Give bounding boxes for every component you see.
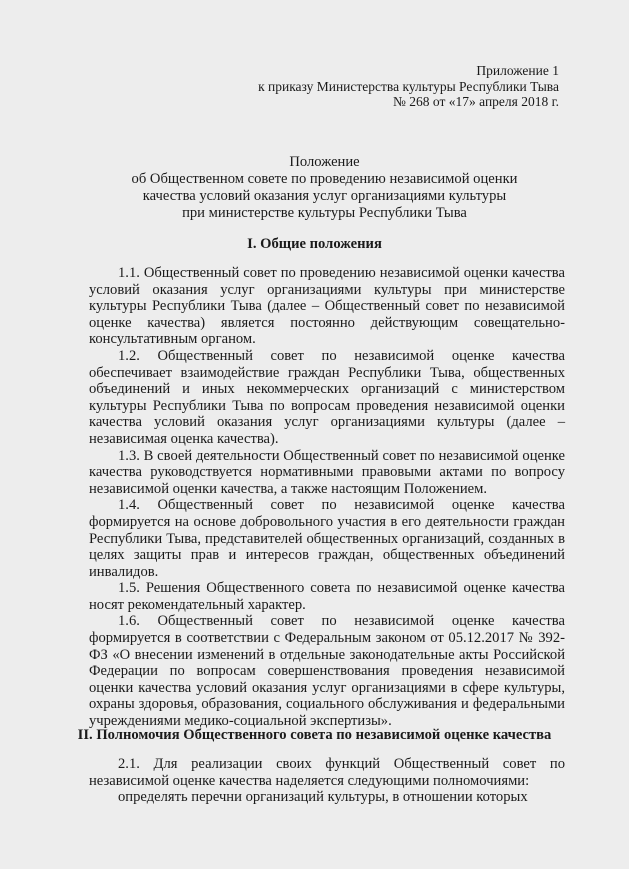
document-title — [0, 154, 629, 222]
paragraph-1-2: 1.2. Общественный совет по независимой оценке качества обеспечивает взаимодействие граждан Республики Тыва, общественных объединений и иных некоммерческих организаций с министерством культуры Республики Тыва по вопросам проведения независимой оценки качества условий оказания услуг организациями культуры (далее – независимая оценка качества). — [89, 347, 565, 447]
title-line-2: об Общественном совете по проведению независимой оценки — [131, 171, 518, 187]
section-1-heading: I. Общие положения — [247, 236, 382, 252]
section-2-heading: II. Полномочия Общественного совета по независимой оценке качества — [77, 727, 552, 743]
appendix-line-2: к приказу Министерства культуры Республики Тыва — [258, 78, 559, 94]
title-line-3: качества условий оказания услуг организациями культуры — [142, 188, 507, 204]
title-line-4: при министерстве культуры Республики Тыва — [182, 205, 467, 221]
paragraph-1-6: 1.6. Общественный совет по независимой оценке качества формируется в соответствии с Федеральным законом от 05.12.2017 № 392-ФЗ «О внесении изменений в отдельные законодательные акты Российской Федерации по вопросам совершенствования проведения независимой оценки качества условий оказания услуг организациями в сфере культуры, охраны здоровья, образования, социального обслуживания и федеральными учреждениями медико-социальной экспертизы». — [89, 613, 565, 730]
paragraph-1-3: 1.3. В своей деятельности Общественный совет по независимой оценке качества руководствуется нормативными правовыми актами по вопросу независимой оценки качества, а также настоящим Положением. — [89, 447, 565, 497]
paragraph-1-4: 1.4. Общественный совет по независимой оценке качества формируется на основе добровольного участия в его деятельности граждан Республики Тыва, представителей общественных организаций, созданных в целях защиты прав и интересов граждан, общественных объединений инвалидов. — [89, 497, 565, 580]
paragraph-1-5: 1.5. Решения Общественного совета по независимой оценке качества носят рекомендательный характер. — [89, 580, 565, 613]
appendix-line-1: Приложение 1 — [476, 63, 559, 78]
appendix-note — [258, 63, 559, 110]
paragraph-2-1: 2.1. Для реализации своих функций Общественный совет по независимой оценке качества наделяется следующими полномочиями: — [89, 756, 565, 789]
paragraph-1-1: 1.1. Общественный совет по проведению независимой оценки качества условий оказания услуг организациями культуры при министерстве культуры Республики Тыва (далее – Общественный совет по независимой оценке качества) является постоянно действующим совещательно-консультативным органом. — [89, 265, 565, 348]
section-2-body — [89, 756, 565, 806]
section-1-body — [89, 265, 565, 730]
paragraph-2-1-item: определять перечни организаций культуры, в отношении которых — [118, 789, 528, 806]
title-line-1: Положение — [289, 154, 360, 170]
appendix-line-3: № 268 от «17» апреля 2018 г. — [393, 94, 559, 109]
